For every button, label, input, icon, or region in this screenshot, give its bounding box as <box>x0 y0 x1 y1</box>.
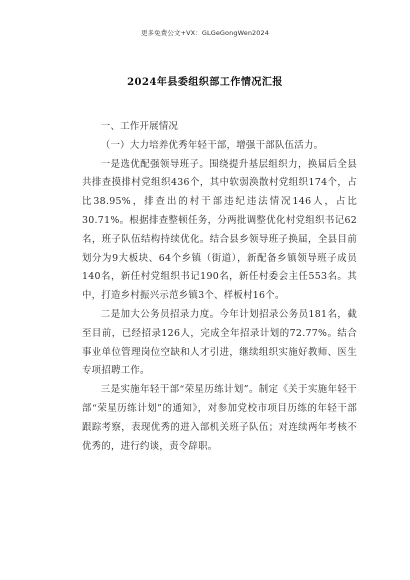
document-body <box>82 118 357 456</box>
header-note: 更多免费公文+VX：GLGeGongWen2024 <box>140 29 269 37</box>
section-heading: 一、工作开展情况 <box>100 121 179 132</box>
document-title: 2024年县委组织部工作情况汇报 <box>127 77 283 88</box>
paragraph-leadership: 一是选优配强领导班子。围绕提升基层组织力，换届后全县共排查摸排村党组织436个，其中软弱涣散村党组织174个，占比38.95%，排查出的村干部违纪违法情况146人，占比30.71%。根据排查整顿任务，分两批调整优化村党组织书记62名，班子队伍结构持续优化。结合县乡领导班子换届，全县目前划分为9大板块、64个乡镇（街道），新配备乡镇领导班子成员140名，新任村党组织书记190名，新任村委会主任553名。其中，打造乡村振兴示范乡镇3个、样板村16个。 <box>82 158 357 302</box>
paragraph-young-cadres: 三是实施年轻干部“荣星历练计划”。制定《关于实施年轻干部“荣星历练计划”的通知》，对参加党校市项目历练的年轻干部跟踪考察，表现优秀的进入部机关班子队伍；对连续两年考核不优秀的，进行约谈，责令辞职。 <box>82 384 357 452</box>
paragraph-recruitment: 二是加大公务员招录力度。今年计划招录公务员181名，截至目前，已经招录126人，完成全年招录计划的72.77%。结合事业单位管理岗位空缺和人才引进，继续组织实施好教师、医生专项招聘工作。 <box>82 308 357 377</box>
subsection-heading: （一）大力培养优秀年轻干部，增强干部队伍活力。 <box>100 139 324 151</box>
